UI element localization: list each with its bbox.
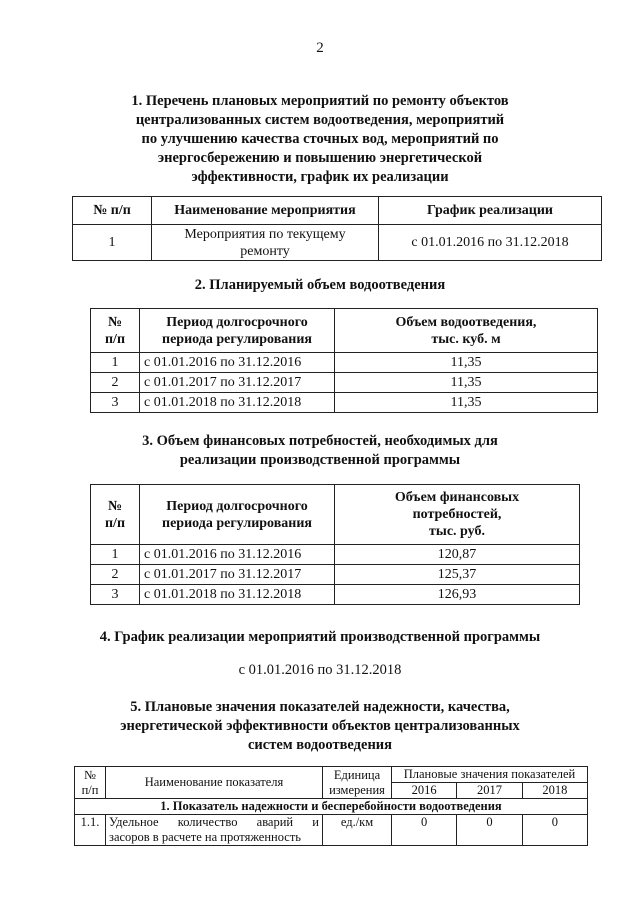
section-4-period: с 01.01.2016 по 31.12.2018 xyxy=(238,662,402,678)
header-year-2018: 2018 xyxy=(522,783,587,799)
indicator-group-title: 1. Показатель надежности и бесперебойности водоотведения xyxy=(75,799,588,815)
section-1-title: 1. Перечень плановых мероприятий по ремонту объектов централизованных систем водоотведения, мероприятий по улучшению качества сточных вод, мероприятий по энергосбережению и повышению энергетической эффективности, график их реализации xyxy=(131,93,509,185)
header-unit: Единица измерения xyxy=(323,767,392,799)
page-number: 2 xyxy=(316,40,324,56)
header-plan-values: Плановые значения показателей xyxy=(392,767,588,783)
table-row xyxy=(73,225,602,261)
table-row: 1 с 01.01.2016 по 31.12.2016 11,35 xyxy=(91,353,598,373)
table-row: 1.1. Удельное количество аварий и засоров в расчете на протяженность ед./км 0 0 0 xyxy=(75,815,588,846)
cell-indicator: Удельное количество аварий и засоров в расчете на протяженность xyxy=(106,815,323,846)
header-year-2017: 2017 xyxy=(457,783,522,799)
header-num: № п/п xyxy=(91,485,140,545)
financial-needs-table xyxy=(90,484,580,605)
header-num: № п/п xyxy=(91,309,140,353)
header-schedule: График реализации xyxy=(379,197,602,225)
header-period: Период долгосрочного периода регулирования xyxy=(140,485,335,545)
table-row: 1 с 01.01.2016 по 31.12.2016 120,87 xyxy=(91,545,580,565)
table-row: 2 с 01.01.2017 по 31.12.2017 11,35 xyxy=(91,373,598,393)
cell-num: 1 xyxy=(73,225,152,261)
header-year-2016: 2016 xyxy=(392,783,457,799)
section-4-title: 4. График реализации мероприятий производственной программы xyxy=(99,629,541,645)
cell-activity: Мероприятия по текущему ремонту xyxy=(152,225,379,261)
activities-table xyxy=(72,196,602,261)
section-3-title: 3. Объем финансовых потребностей, необходимых для реализации производственной программы xyxy=(142,433,498,468)
header-volume: Объем водоотведения, тыс. куб. м xyxy=(335,309,598,353)
header-indicator: Наименование показателя xyxy=(106,767,323,799)
table-row: 3 с 01.01.2018 по 31.12.2018 11,35 xyxy=(91,393,598,413)
section-2-title: 2. Планируемый объем водоотведения xyxy=(194,277,446,293)
wastewater-volume-table xyxy=(90,308,598,413)
cell-schedule: с 01.01.2016 по 31.12.2018 xyxy=(379,225,602,261)
header-activity: Наименование мероприятия xyxy=(152,197,379,225)
table-row: 2 с 01.01.2017 по 31.12.2017 125,37 xyxy=(91,565,580,585)
header-financial-needs: Объем финансовых потребностей, тыс. руб. xyxy=(335,485,580,545)
section-5-title: 5. Плановые значения показателей надежности, качества, энергетической эффективности объектов централизованных систем водоотведения xyxy=(120,699,520,753)
table-row: 3 с 01.01.2018 по 31.12.2018 126,93 xyxy=(91,585,580,605)
header-period: Период долгосрочного периода регулирования xyxy=(140,309,335,353)
header-num: № п/п xyxy=(75,767,106,799)
header-num: № п/п xyxy=(73,197,152,225)
indicators-table xyxy=(74,766,588,846)
